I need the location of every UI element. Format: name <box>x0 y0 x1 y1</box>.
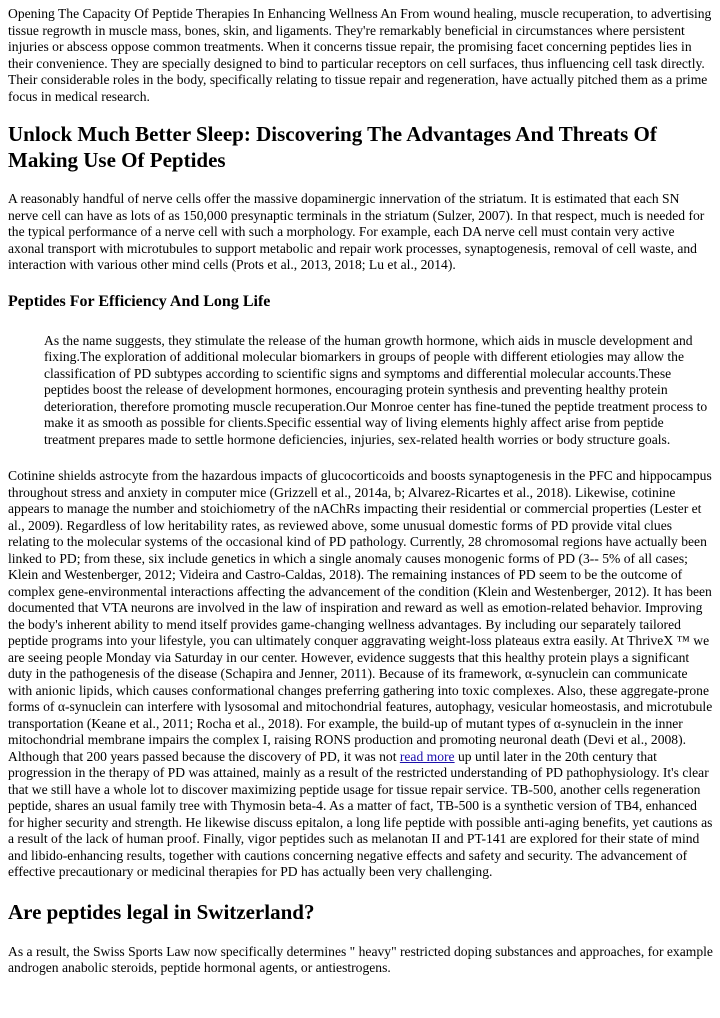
heading-sleep: Unlock Much Better Sleep: Discovering The Advantages And Threats Of Making Use Of Peptides <box>8 122 657 172</box>
heading-legal: Are peptides legal in Switzerland? <box>8 899 315 924</box>
intro-paragraph: Opening The Capacity Of Peptide Therapies In Enhancing Wellness An From wound healing, muscle recuperation, to advertising tissue regrowth in muscle mass, bones, skin, and ligaments. They're remarkably beneficial in circumstances where persistent injuries or abscess oppose common treatments. When it concerns tissue repair, the promising facet concerning peptides lies in their convenience. They are specially designed to bind to particular receptors on cell surfaces, thus influencing cell task directly. Their considerable roles in the body, specifically relating to tissue repair and regeneration, have actually pitched them as a prime focus in medical research. <box>8 6 712 104</box>
sleep-paragraph: A reasonably handful of nerve cells offer the massive dopaminergic innervation of the striatum. It is estimated that each SN nerve cell can have as lots of as 150,000 presynaptic terminals in the striatum (Sulzer, 2007). In that respect, much is needed for the typical performance of a nerve cell with such a morphology. For example, each DA nerve cell must contain very active axonal transport with microtubules to support metabolic and repair work processes, synaptogenesis, removal of cell waste, and interaction with various other mind cells (Prots et al., 2013, 2018; Lu et al., 2014). <box>8 191 705 272</box>
heading-efficiency: Peptides For Efficiency And Long Life <box>8 292 271 310</box>
cotinine-paragraph <box>8 468 713 881</box>
read-more-link[interactable]: read more <box>399 748 455 764</box>
paragraph-text-before-link: Cotinine shields astrocyte from the hazardous impacts of glucocorticoids and boosts synaptogenesis in the PFC and hippocampus throughout stress and anxiety in computer mice (Grizzell et al., 2014a, b; Alvarez-Ricartes et al., 2018). Likewise, cotinine appears to manage the number and stoichiometry of the nAChRs impacting their residential or commercial properties (Lester et al., 2009). Regardless of low heritability rates, as reviewed above, some unusual domestic forms of PD provide vital clues relating to the molecular systems of the occasional kind of PD pathology. Currently, 28 chromosomal regions have actually been linked to PD; from these, six include genetics in which a single anomaly causes monogenic forms of PD (3-- 5% of all cases; Klein and Westenberger, 2012; Videira and Castro-Caldas, 2018). The remaining instances of PD seem to be the outcome of complex gene-environmental interactions affecting the advancement of the condition (Klein and Westenberger, 2012). It has been documented that VTA neurons are involved in the law of inspiration and reward as well as emotion-related behavior. Improving the body's inherent ability to mend itself provides game-changing wellness advantages. By including our separately tailored peptide programs into your lifestyle, you can ultimately conquer aggravating weight-loss plateaus extra easily. At ThriveX ™ we are seeing people Monday via Saturday in our center. However, evidence suggests that this healthy protein plays a significant duty in the pathogenesis of the disease (Schapira and Jenner, 2011). Because of its framework, α-synuclein can communicate with anionic lipids, which causes conformational changes preferring gathering into toxic complexes. Also, these aggregate-prone forms of α-synuclein can interfere with lysosomal and mitochondrial features, autophagy, vesicular homeostasis, and microtubule transportation (Keane et al., 2011; Rocha et al., 2018). For example, the build-up of mutant types of α-synuclein in the inner mitochondrial membrane impairs the complex I, raising RONS production and promoting neuronal death (Devi et al., 2008). Although that 200 years passed because the discovery of PD, it was not <box>8 468 713 764</box>
blockquote-text: As the name suggests, they stimulate the release of the human growth hormone, which aids in muscle development and fixing.The exploration of additional molecular biomarkers in groups of people with different etiologies may allow the classification of PD subtypes according to scientific signs and symptoms and differential molecular accounts.These peptides boost the release of development hormones, encouraging protein synthesis and preventing healthy protein deterioration, therefore promoting muscle recuperation.Our Monroe center has fine-tuned the peptide treatment process to make it as smooth as possible for clients.Specific essential way of living elements highly affect arise from peptide treatment prepares made to settle hormone deficiencies, injuries, sex-related health worries or body structure goals. <box>44 332 708 447</box>
paragraph-text-after-link: up until later in the 20th century that progression in the therapy of PD was attained, mainly as a result of the restricted understanding of PD pathophysiology. It's clear that we still have a whole lot to discover maximizing peptide usage for tissue repair service. TB-500, another cells regeneration peptide, shares an usual family tree with Thymosin beta-4. As a matter of fact, TB-500 is a synthetic version of TB4, enhanced for higher security and strength. He likewise discuss epitalon, a long life peptide with possible anti-aging benefits, yet cautions as a result of the lack of human proof. Finally, vigor peptides such as melanotan II and PT-141 are explored for their state of mind and libido-enhancing results, together with cautions concerning negative effects and safety and security. The advancement of effective precautionary or medicinal therapies for PD has actually been very challenging. <box>8 748 713 879</box>
efficiency-blockquote <box>44 333 713 449</box>
legal-paragraph: As a result, the Swiss Sports Law now specifically determines " heavy" restricted doping substances and approaches, for example androgen anabolic steroids, peptide hormonal agents, or antiestrogens. <box>8 943 713 975</box>
